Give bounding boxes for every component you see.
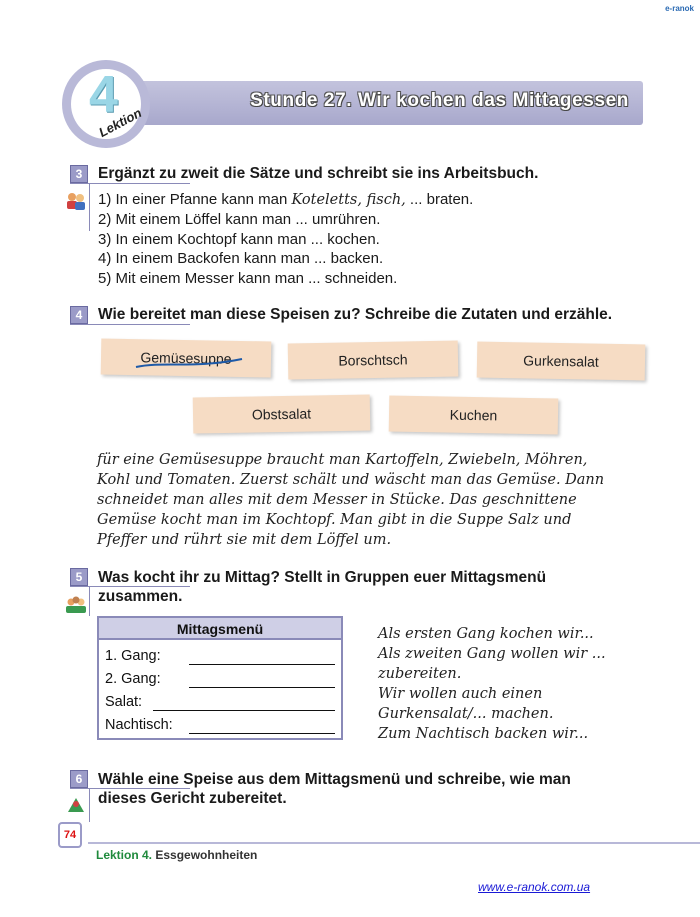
task-3-item: 2) Mit einem Löffel kann man ... umrühren.: [98, 211, 381, 228]
publisher-link[interactable]: www.e-ranok.com.ua: [478, 880, 591, 894]
dish-card-gurkensalat: Gurkensalat: [477, 342, 646, 381]
lesson-word: Lektion: [96, 105, 145, 140]
lesson-badge: [62, 60, 150, 148]
task-6-title: Wähle eine Speise aus dem Mittagsmenü und schreibe, wie man dieses Gericht zubereitet.: [98, 771, 571, 807]
task-3-title: Ergänzt zu zweit die Sätze und schreibt sie ins Arbeitsbuch.: [98, 165, 539, 182]
task-4-answer: für eine Gemüsesuppe braucht man Kartoffeln, Zwiebeln, Möhren, Kohl und Tomaten. Zuerst schält und wäscht man das Gemüse. Dann schneidet man alles mit dem Messer in Stücke. Das geschnittene Gemüse kocht man im Kochtopf. Man gibt in die Suppe Salz und Pfeffer und rührt sie mit dem Löffel um.: [97, 452, 605, 548]
answer-blank: [153, 710, 335, 711]
dish-card-borschtsch: Borschtsch: [288, 341, 459, 380]
writing-icon: [65, 796, 87, 814]
menu-row-label: Nachtisch:: [105, 717, 173, 733]
task-3-number: 3: [70, 165, 88, 183]
task-3-item: 5) Mit einem Messer kann man ... schneiden.: [98, 270, 398, 287]
task-3-item: 4) In einem Backofen kann man ... backen.: [98, 250, 384, 267]
task-3-item: 1) In einer Pfanne kann man Koteletts, fisch, ... braten.: [98, 191, 474, 208]
group-work-icon: [65, 596, 87, 614]
answer-blank: [189, 733, 335, 734]
menu-row-label: 2. Gang:: [105, 671, 161, 687]
lesson-title: Stunde 27. Wir kochen das Mittagessen: [250, 90, 629, 111]
task-4-number: 4: [70, 306, 88, 324]
menu-row-label: 1. Gang:: [105, 648, 161, 664]
lesson-number: 4: [89, 66, 118, 124]
footer-label: Lektion 4. Essgewohnheiten: [96, 848, 258, 862]
task-5-title: Was kocht ihr zu Mittag? Stellt in Gruppen euer Mittagsmenü zusammen.: [98, 569, 547, 605]
task-4-title: Wie bereitet man diese Speisen zu? Schreibe die Zutaten und erzähle.: [98, 306, 613, 323]
task-5-number: 5: [70, 568, 88, 586]
dish-card-gemuesesuppe: Gemüsesuppe: [101, 339, 272, 378]
menu-row-label: Salat:: [105, 694, 143, 710]
answer-blank: [189, 664, 335, 665]
speech-phrases: Als ersten Gang kochen wir... Als zweiten Gang wollen wir ... zubereiten. Wir wollen auch einen Gurkensalat/... machen. Zum Nachtisch backen wir...: [378, 626, 606, 742]
page-number: 74: [58, 822, 82, 848]
lesson-banner: [120, 81, 643, 125]
dish-card-obstsalat: Obstsalat: [193, 394, 371, 433]
strike-mark: [134, 357, 244, 371]
menu-table-header: Mittagsmenü: [99, 618, 341, 640]
pair-work-icon: [65, 192, 87, 210]
dish-card-kuchen: Kuchen: [389, 396, 559, 435]
handwritten-answer: Koteletts, fisch,: [291, 192, 406, 208]
menu-table: [97, 616, 343, 740]
task-3-item: 3) In einem Kochtopf kann man ... kochen.: [98, 231, 380, 248]
footer-divider: [88, 842, 700, 844]
publisher-logo: e-ranok: [665, 4, 694, 13]
task-6-number: 6: [70, 770, 88, 788]
answer-blank: [189, 687, 335, 688]
